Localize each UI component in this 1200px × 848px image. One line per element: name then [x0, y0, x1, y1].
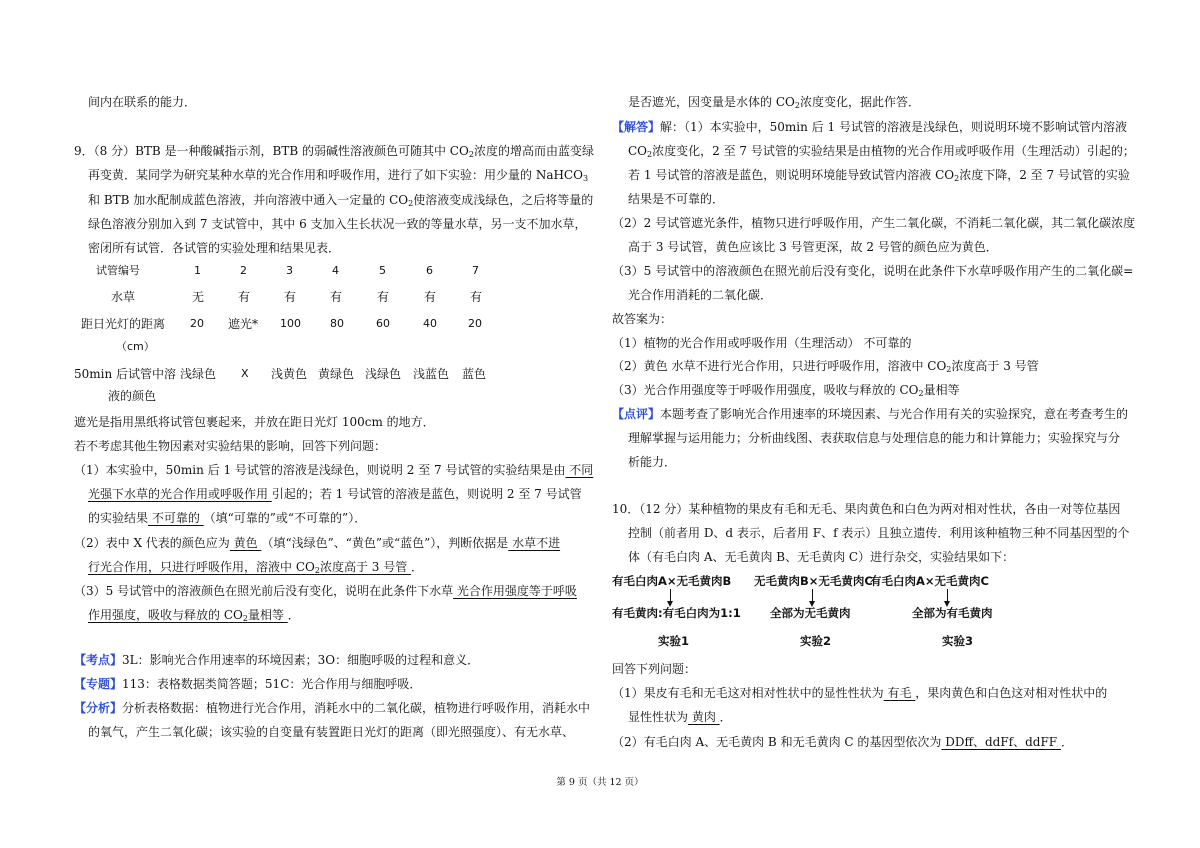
- dianping-line-3: 析能力．: [628, 455, 677, 469]
- table-cell: 80: [330, 317, 344, 330]
- table-cell: 20: [190, 317, 204, 330]
- kaodian-line: 【考点】3L：影响光合作用速率的环境因素；3O：细胞呼吸的过程和意义．: [74, 653, 480, 667]
- experiment-1-result: 有毛黄肉:有毛白肉为1:1: [612, 606, 741, 620]
- answer-1-line-2: 光强下水草的光合作用或呼吸作用 引起的；若 1 号试管的溶液是蓝色，则说明 2 至 7 号试管: [88, 487, 582, 501]
- table-cell: 6: [426, 264, 433, 277]
- q10-line-3: 体（有毛白肉 A、无毛黄肉 B、无毛黄肉 C）进行杂交，实验结果如下：: [628, 550, 1015, 564]
- table-cell: 4: [332, 264, 339, 277]
- answer-heading: 故答案为：: [612, 312, 673, 326]
- q10-answer-1-line-1: （1）果皮有毛和无毛这对相对性状中的显性性状为 有毛 ，果肉黄色和白色这对相对性状中的: [612, 686, 1108, 700]
- table-row-label-cont: 液的颜色: [108, 389, 157, 403]
- zhuanti-line: 【专题】113：表格数据类简答题；51C：光合作用与细胞呼吸．: [74, 677, 422, 691]
- table-cell: 2: [240, 264, 247, 277]
- q10-answer-2-line-1: （2）有毛白肉 A、无毛黄肉 B 和无毛黄肉 C 的基因型依次为 DDff、ddFf、ddFF ．: [612, 735, 1073, 749]
- q9-line-3: 和 BTB 加水配制成蓝色溶液，并向溶液中通入一定量的 $CO_2$使溶液变成浅绿色，之后将等量的: [88, 193, 594, 208]
- page-footer: 第 9 页（共 12 页）: [556, 777, 644, 788]
- answer-3-line-2: 作用强度，吸收与释放的 $CO_2$量相等 ．: [88, 608, 300, 623]
- table-cell: 有: [284, 290, 297, 304]
- experiment-1-label: 实验1: [658, 634, 690, 648]
- jieda-line-2: $CO_2$浓度变化，2 至 7 号试管的实验结果是由植物的光合作用或呼吸作用（生理活动）引起的；: [628, 144, 1135, 159]
- jieda-line-4: 结果是不可靠的．: [628, 192, 725, 206]
- table-cell: 浅绿色: [365, 367, 402, 381]
- table-cell: 蓝色: [462, 367, 487, 381]
- jieda-line-8: 光合作用消耗的二氧化碳．: [628, 288, 773, 302]
- table-cell: 浅黄色: [271, 367, 308, 381]
- experiment-2-cross: 无毛黄肉B×无毛黄肉C: [754, 574, 873, 588]
- q10-line-2: 控制（前者用 D、d 表示，后者用 F、f 表示）且独立遗传．利用该种植物三种不同基因型的个: [628, 526, 1130, 540]
- table-cell: 40: [423, 317, 437, 330]
- experiment-1-cross: 有毛白肉A×无毛黄肉B: [612, 574, 732, 588]
- text-line: 回答下列问题：: [612, 662, 697, 676]
- table-row-label: 50min 后试管中溶: [74, 367, 177, 381]
- answer-2-line-2: 行光合作用，只进行呼吸作用，溶液中 $CO_2$浓度高于 3 号管 ．: [88, 560, 424, 575]
- jieda-tag: 【解答】: [612, 120, 661, 134]
- zhuanti-tag: 【专题】: [74, 677, 123, 691]
- experiment-3-cross: 有毛白肉A×无毛黄肉C: [870, 574, 989, 588]
- table-row-label: 距日光灯的距离: [81, 317, 166, 331]
- answer-3-line-1: （3）5 号试管中的溶液颜色在照光前后没有变化，说明在此条件下水草 光合作用强度等于呼吸: [74, 584, 577, 598]
- dianping-tag: 【点评】: [612, 407, 661, 421]
- table-cell: 7: [472, 264, 479, 277]
- answer-1-line-1: （1）本实验中，50min 后 1 号试管的溶液是浅绿色，则说明 2 至 7 号试管的实验结果是由 不同: [74, 463, 594, 477]
- fenxi-line-2: 的氧气，产生二氧化碳；该实验的自变量有装置距日光灯的距离（即光照强度）、有无水草、: [88, 725, 575, 739]
- experiment-3-label: 实验3: [942, 634, 974, 648]
- arrow-down-icon: [670, 589, 671, 602]
- table-cell: 5: [379, 264, 386, 277]
- answer-2-line-1: （2）表中 X 代表的颜色应为 黄色 （填“浅绿色”、“黄色”或“蓝色”），判断依据是 水草不进: [74, 536, 561, 550]
- table-cell: X: [241, 367, 249, 380]
- q10-answer-1-line-2: 显性性状为 黄肉 ．: [628, 710, 732, 724]
- table-cell: 浅绿色: [180, 367, 217, 381]
- jieda-line-1: 【解答】解：（1）本实验中，50min 后 1 号试管的溶液是浅绿色，则说明环境不影响试管内溶液: [612, 120, 1127, 134]
- table-cell: 20: [468, 317, 482, 330]
- kaodian-tag: 【考点】: [74, 653, 123, 667]
- table-cell: 黄绿色: [318, 367, 355, 381]
- dianping-line-1: 【点评】本题考查了影响光合作用速率的环境因素、与光合作用有关的实验探究，意在考查考生的: [612, 407, 1129, 421]
- q9-line-5: 密闭所有试管．各试管的实验处理和结果见表．: [88, 241, 341, 255]
- table-row-label: 试管编号: [96, 264, 140, 277]
- answer-line-1: （1）植物的光合作用或呼吸作用（生理活动） 不可靠的: [612, 336, 912, 350]
- arrow-down-icon: [812, 589, 813, 602]
- table-row-label: 水草: [111, 290, 136, 304]
- table-cell: 有: [238, 290, 251, 304]
- q9-line-2: 再变黄．某同学为研究某种水草的光合作用和呼吸作用，进行了如下实验：用少量的 NaHCO$_3$: [88, 168, 589, 183]
- table-cell: 无: [192, 290, 205, 304]
- note-line: 遮光是指用黑纸将试管包裹起来，并放在距日光灯 100cm 的地方．: [74, 415, 435, 429]
- table-cell: 遮光*: [228, 317, 259, 331]
- experiment-3-result: 全部为有毛黄肉: [912, 606, 993, 620]
- answer-1-line-3: 的实验结果 不可靠的 （填“可靠的”或“不可靠的”）．: [88, 511, 367, 525]
- note-line: 若不考虑其他生物因素对实验结果的影响，回答下列问题：: [74, 439, 387, 453]
- experiment-2-label: 实验2: [800, 634, 832, 648]
- arrow-down-icon: [947, 589, 948, 602]
- table-cell: 60: [376, 317, 390, 330]
- table-row-label-unit: （cm）: [116, 340, 155, 353]
- jieda-line-7: （3）5 号试管中的溶液颜色在照光前后没有变化，说明在此条件下水草呼吸作用产生的二氧化碳=: [612, 264, 1134, 278]
- table-cell: 有: [470, 290, 483, 304]
- table-cell: 1: [194, 264, 201, 277]
- answer-line-3: （3）光合作用强度等于呼吸作用强度，吸收与释放的 $CO_2$量相等: [612, 383, 960, 398]
- table-cell: 浅蓝色: [413, 367, 450, 381]
- table-cell: 100: [280, 317, 301, 330]
- q9-line-4: 绿色溶液分别加入到 7 支试管中，其中 6 支加入生长状况一致的等量水草，另一支不加水草，: [88, 217, 587, 231]
- experiment-2-result: 全部为无毛黄肉: [770, 606, 851, 620]
- jieda-line-6: 高于 3 号试管，黄色应该比 3 号管更深，故 2 号管的颜色应为黄色．: [628, 240, 998, 254]
- q10-line-1: 10．（12 分）某种植物的果皮有毛和无毛、果肉黄色和白色为两对相对性状，各由一对等位基因: [612, 502, 1121, 516]
- jieda-line-3: 若 1 号试管的溶液是蓝色，则说明环境能导致试管内溶液 $CO_2$浓度下降，2 至 7 号试管的实验: [628, 168, 1130, 183]
- q9-line-1: 9．（8 分）BTB 是一种酸碱指示剂，BTB 的弱碱性溶液颜色可随其中 $CO_2$浓度的增高而由蓝变绿: [74, 144, 594, 159]
- dianping-line-2: 理解掌握与运用能力；分析曲线图、表获取信息与处理信息的能力和计算能力；实验探究与分: [628, 431, 1121, 445]
- table-cell: 有: [330, 290, 343, 304]
- answer-line-2: （2）黄色 水草不进行光合作用，只进行呼吸作用，溶液中 $CO_2$浓度高于 3 号管: [612, 359, 1039, 374]
- table-cell: 有: [424, 290, 437, 304]
- fenxi-tag: 【分析】: [74, 701, 123, 715]
- fenxi-line-1: 【分析】分析表格数据：植物进行光合作用，消耗水中的二氧化碳，植物进行呼吸作用，消耗水中: [74, 701, 591, 715]
- table-cell: 有: [377, 290, 390, 304]
- text-line: 间内在联系的能力．: [88, 95, 197, 109]
- jieda-line-5: （2）2 号试管遮光条件，植物只进行呼吸作用，产生二氧化碳，不消耗二氧化碳，其二氧化碳浓度: [612, 216, 1136, 230]
- table-cell: 3: [286, 264, 293, 277]
- text-line: 是否遮光，因变量是水体的 $CO_2$浓度变化，据此作答．: [628, 95, 920, 110]
